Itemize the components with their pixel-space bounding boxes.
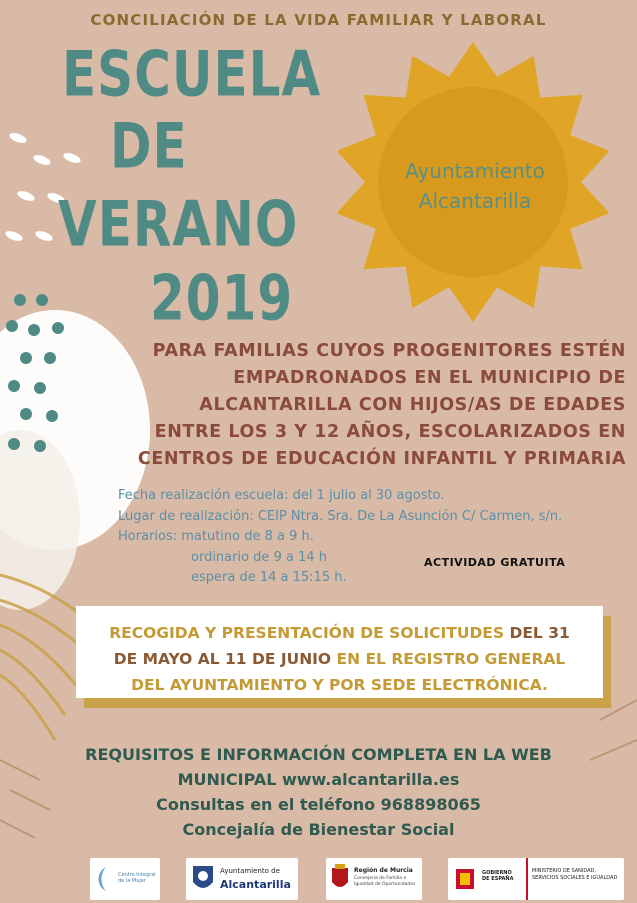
murcia-logo-text-2: Consejería de Familia e Igualdad de Oportunidades	[354, 876, 416, 887]
subtitle: CONCILIACIÓN DE LA VIDA FAMILIAR Y LABORAL	[90, 11, 547, 29]
sun-label-line-2: Alcantarilla	[418, 189, 532, 213]
ayto-logo-text-1: Ayuntamiento de	[220, 867, 280, 875]
sun-label	[370, 156, 580, 216]
murcia-logo-text-1: Región de Murcia	[354, 867, 413, 874]
spain-crest-icon	[454, 865, 476, 893]
free-activity-label: ACTIVIDAD GRATUITA	[424, 556, 566, 569]
requirements-department: Concejalía de Bienestar Social	[182, 820, 455, 839]
eligibility-line: ENTRE LOS 3 Y 12 AÑOS, ESCOLARIZADOS EN	[154, 422, 626, 442]
title-line-2: DE	[110, 110, 188, 183]
coat-of-arms-icon	[190, 862, 216, 896]
eligibility-line: PARA FAMILIAS CUYOS PROGENITORES ESTÉN	[152, 341, 626, 361]
applications-line-1a: RECOGIDA Y PRESENTACIÓN DE SOLICITUDES	[109, 624, 510, 642]
logo-divider	[526, 858, 528, 900]
detail-schedule-3: espera de 14 a 15:15 h.	[191, 570, 347, 585]
requirements-block	[0, 742, 637, 842]
requirements-phone: Consultas en el teléfono 968898065	[156, 795, 481, 814]
applications-text	[76, 620, 603, 698]
ayto-logo-text-2: Alcantarilla	[220, 878, 291, 891]
sponsor-logos	[0, 858, 637, 903]
requirements-line-1: REQUISITOS E INFORMACIÓN COMPLETA EN LA WEB	[85, 745, 552, 764]
logo-region-murcia	[326, 858, 422, 900]
eligibility-line: ALCANTARILLA CON HIJOS/AS DE EDADES	[199, 395, 626, 415]
applications-line-1b: DEL 31	[509, 624, 570, 642]
title-line-1: ESCUELA	[62, 38, 322, 111]
ministerio-text: MINISTERIO DE SANIDAD, SERVICIOS SOCIALES E IGUALDAD	[532, 868, 618, 881]
sun-label-line-1: Ayuntamiento	[405, 159, 545, 183]
eligibility-line: CENTROS DE EDUCACIÓN INFANTIL Y PRIMARIA	[137, 449, 626, 469]
applications-line-3: DEL AYUNTAMIENTO Y POR SEDE ELECTRÓNICA.	[131, 676, 548, 694]
title-line-3: VERANO	[58, 188, 299, 261]
logo-ministerio	[448, 858, 624, 900]
cim-logo-text: Centro Integral de la Mujer	[118, 872, 156, 884]
detail-schedule-2: ordinario de 9 a 14 h	[191, 549, 327, 565]
title-year: 2019	[150, 262, 294, 335]
logo-ayuntamiento	[186, 858, 298, 900]
murcia-crest-icon	[330, 864, 350, 894]
applications-line-2b: EN EL REGISTRO GENERAL	[336, 650, 566, 668]
detail-dates: Fecha realización escuela: del 1 julio al 30 agosto.	[118, 488, 445, 503]
detail-schedule-1: Horarios: matutino de 8 a 9 h.	[118, 529, 314, 544]
eligibility-text	[56, 338, 626, 473]
logo-cim	[90, 858, 160, 900]
cim-logo-icon	[94, 864, 118, 894]
gobierno-text: GOBIERNO DE ESPAÑA	[482, 870, 514, 882]
details-block	[118, 486, 562, 589]
eligibility-line: EMPADRONADOS EN EL MUNICIPIO DE	[233, 368, 626, 388]
applications-line-2a: DE MAYO AL 11 DE JUNIO	[113, 650, 337, 668]
requirements-web-link[interactable]: MUNICIPAL www.alcantarilla.es	[177, 770, 460, 789]
detail-location: Lugar de realización: CEIP Ntra. Sra. De La Asunción C/ Carmen, s/n.	[118, 508, 563, 524]
